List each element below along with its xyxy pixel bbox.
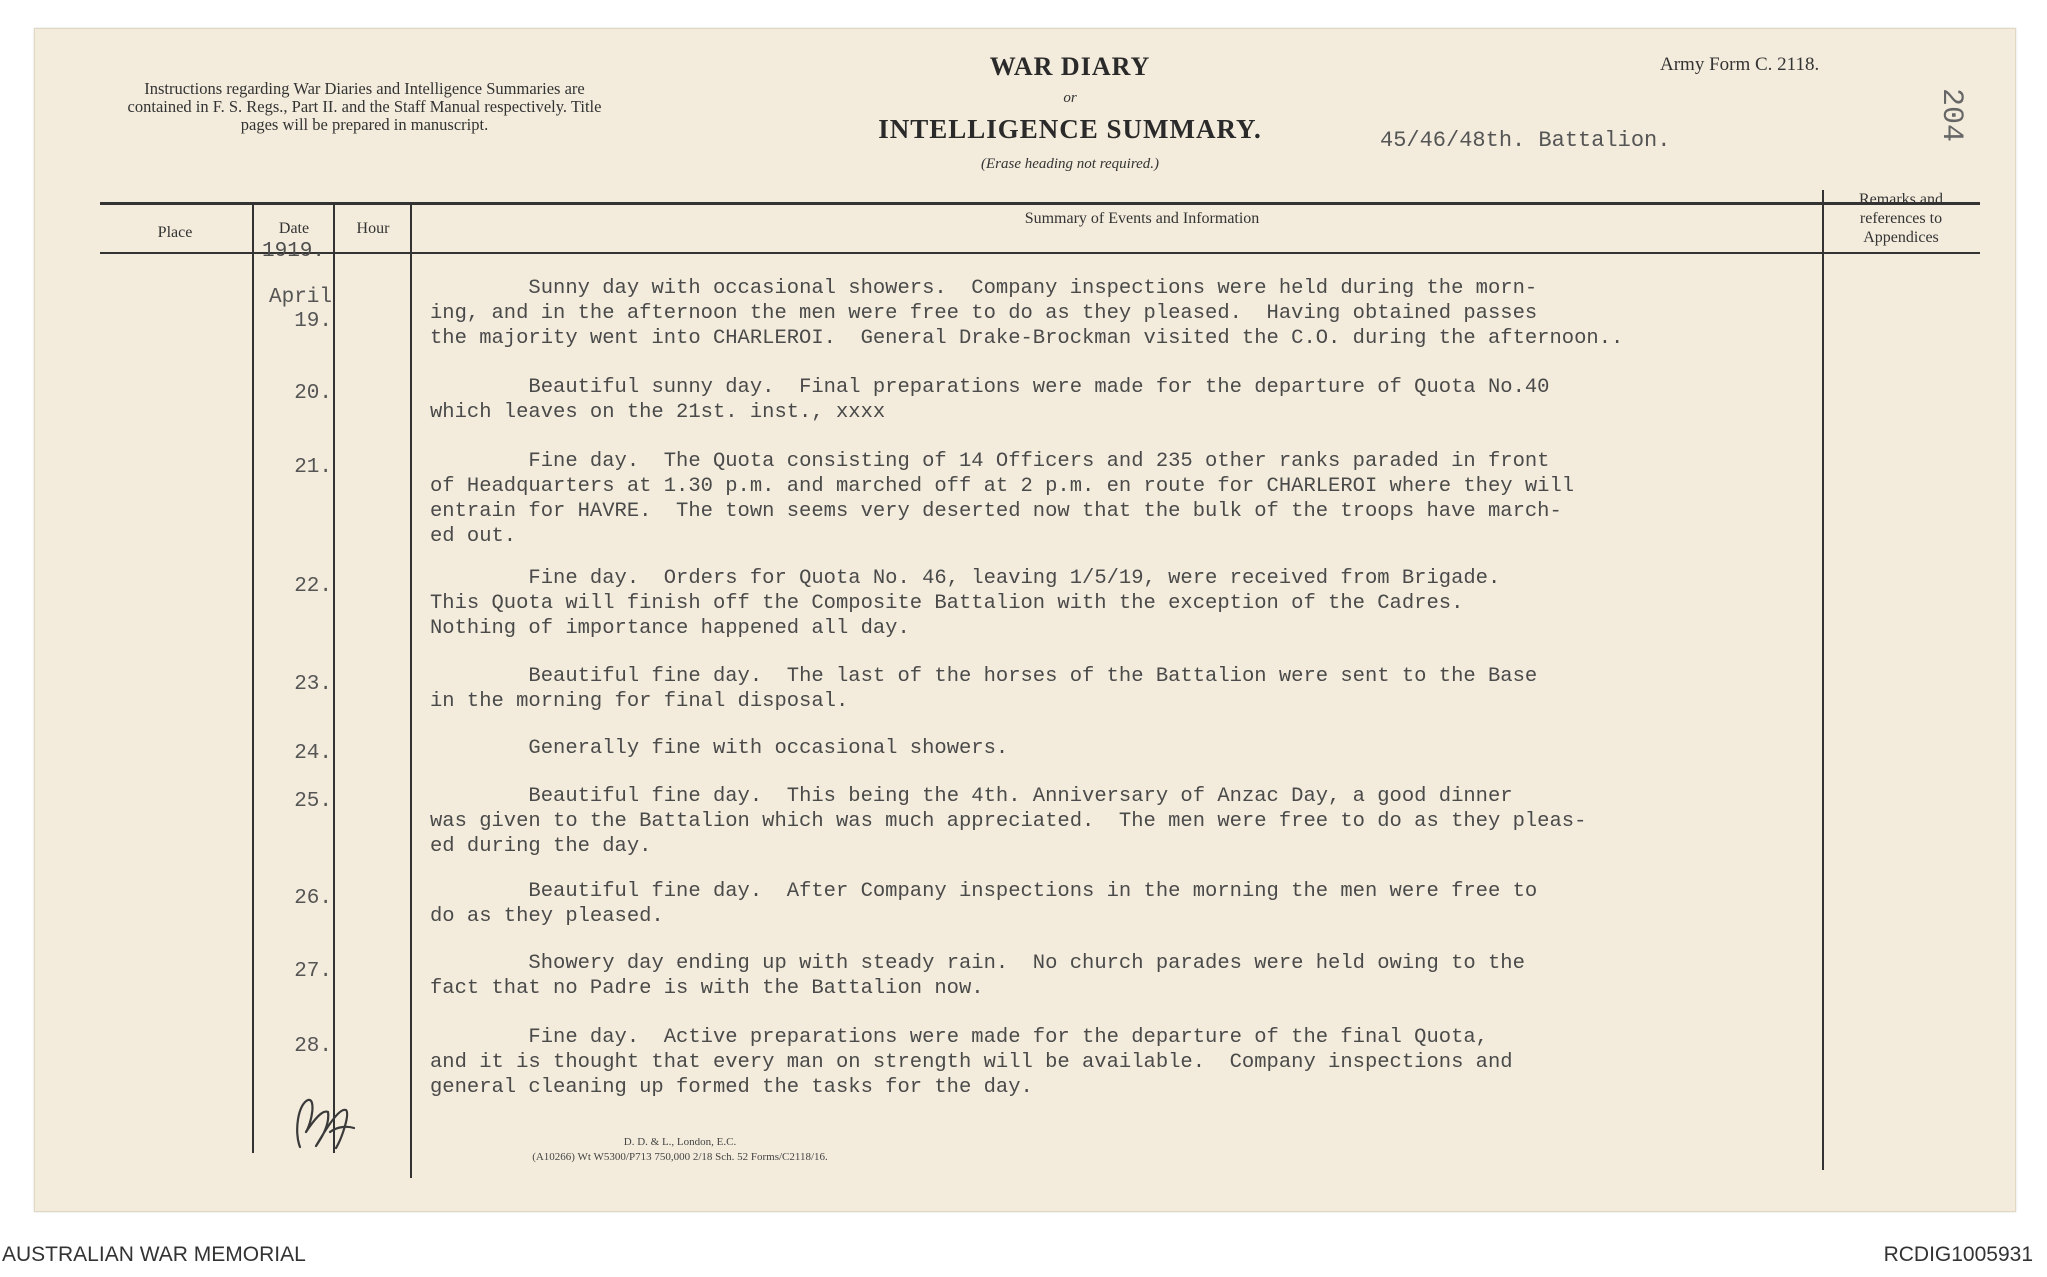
col-heading-year: 1919.: [262, 240, 326, 263]
handwritten-initials-icon: [290, 1092, 360, 1154]
entry-date: 27.: [294, 960, 332, 983]
entry-date: 25.: [294, 790, 332, 813]
entry-text: Beautiful sunny day. Final preparations were made for the departure of Quota No.40 which leaves on the 21st. inst., xxxx: [430, 376, 1550, 424]
printer-line-1: D. D. & L., London, E.C.: [623, 1136, 737, 1148]
entry-date: 19.: [294, 310, 332, 333]
col-heading-hour: Hour: [356, 220, 390, 237]
entry-text: Fine day. Active preparations were made for the departure of the final Quota, and it is thought that every man on strength will be available. Company inspections and general cleaning up formed the tasks for the day.: [430, 1026, 1513, 1099]
unit-name: 45/46/48th. Battalion.: [1380, 128, 1671, 153]
entry-date: 22.: [294, 575, 332, 598]
entry-date: 28.: [294, 1035, 332, 1058]
table-header-rule: [100, 252, 1980, 254]
col-heading-date: Date: [278, 220, 310, 237]
entry-text: Fine day. The Quota consisting of 14 Officers and 235 other ranks paraded in front of Headquarters at 1.30 p.m. and marched off at 2 p.m. en route for CHARLEROI where they will entrain for HAVRE. The town seems very deserted now that the bulk of the troops have march- ed out.: [430, 450, 1575, 548]
entry-text: Beautiful fine day. The last of the horses of the Battalion were sent to the Base in the morning for final disposal.: [430, 665, 1538, 713]
col-rule-date: [333, 203, 335, 1153]
form-title: WAR DIARY: [989, 52, 1151, 81]
entry-text: Showery day ending up with steady rain. No church parades were held owing to the fact that no Padre is with the Battalion now.: [430, 952, 1525, 1000]
archive-caption: AUSTRALIAN WAR MEMORIAL: [2, 1243, 306, 1266]
col-heading-summary: Summary of Events and Information: [1024, 210, 1260, 227]
table-top-rule: [100, 202, 1980, 205]
entry-text: Beautiful fine day. This being the 4th. Anniversary of Anzac Day, a good dinner was given to the Battalion which was much appreciated. The men were free to do as they pleas- ed during the day.: [430, 785, 1587, 858]
entry-date: 23.: [294, 673, 332, 696]
entry-date: 21.: [294, 456, 332, 479]
month-label: April: [268, 286, 332, 309]
form-title-or: or: [1063, 90, 1077, 106]
entry-text: Beautiful fine day. After Company inspections in the morning the men were free to do as they pleased.: [430, 880, 1538, 928]
col-heading-place: Place: [157, 224, 193, 241]
entry-text: Generally fine with occasional showers.: [430, 737, 1009, 760]
entry-date: 26.: [294, 887, 332, 910]
form-subtitle: INTELLIGENCE SUMMARY.: [878, 114, 1262, 144]
entry-date: 20.: [294, 382, 332, 405]
printer-imprint: [490, 1135, 870, 1165]
col-rule-hour: [410, 203, 412, 1178]
entry-text: Fine day. Orders for Quota No. 46, leaving 1/5/19, were received from Brigade. This Quota will finish off the Composite Battalion with the exception of the Cadres. Nothing of importance happened all day.: [430, 567, 1501, 640]
form-instructions: Instructions regarding War Diaries and Intelligence Summaries are contained in F. S. Regs., Part II. and the Staff Manual respectively. Title pages will be prepared in manuscript.: [127, 79, 602, 134]
page-number: 204: [1934, 88, 1968, 143]
entry-text: Sunny day with occasional showers. Company inspections were held during the morn- ing, and in the afternoon the men were free to do as they pleased. Having obtained passes the majority went into CHARLEROI. General Drake-Brockman visited the C.O. during the afternoon..: [430, 277, 1624, 350]
archive-id: RCDIG1005931: [1883, 1243, 2033, 1266]
printer-line-2: (A10266) Wt W5300/P713 750,000 2/18 Sch. 52 Forms/C2118/16.: [532, 1151, 828, 1163]
erase-note: (Erase heading not required.): [980, 156, 1160, 172]
entry-date: 24.: [294, 742, 332, 765]
col-heading-remarks: Remarks and references to Appendices: [1859, 191, 1943, 246]
army-form-number: Army Form C. 2118.: [1660, 54, 1820, 75]
